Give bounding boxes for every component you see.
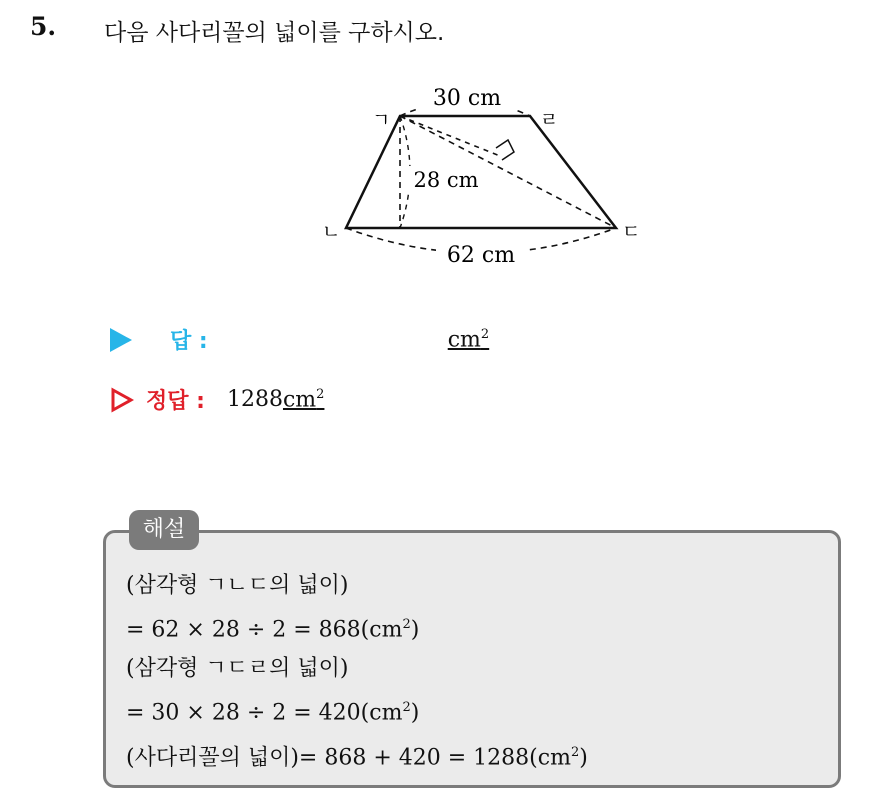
solution-lines [126, 566, 588, 777]
solution-tab: 해설 [129, 510, 199, 550]
correct-marker-icon [110, 387, 134, 413]
solution-line: (삼각형 ㄱㄷㄹ의 넓이) [126, 656, 349, 682]
answer-unit: $cm^2$ [447, 326, 490, 353]
bottom-length-label: 62 cm [446, 243, 516, 268]
correct-answer-unit: $cm^2$ [282, 386, 325, 413]
vertex-label-b: ㄴ [322, 221, 341, 243]
question-text: 다음 사다리꼴의 넓이를 구하시오. [104, 20, 445, 46]
answer-marker-icon [110, 328, 132, 352]
solution-line: (삼각형 ㄱㄴㄷ의 넓이) [126, 573, 349, 598]
solution-line: = $62 \times 28 \div 2 = 868(cm^2)$ [126, 617, 420, 643]
answer-row [110, 324, 489, 355]
trapezoid-figure [300, 72, 660, 272]
height-length-label: 28 cm [413, 168, 479, 192]
question-number: 5. [30, 12, 57, 41]
solution-line: (사다리꼴의 넓이)= $868 + 420 = 1288(cm^2)$ [126, 744, 588, 770]
correct-answer-row [110, 384, 324, 415]
answer-label: 답 : [170, 329, 208, 354]
solution-line: = $30 \times 28 \div 2 = 420(cm^2)$ [126, 700, 420, 726]
vertex-label-a: ㄱ [372, 109, 391, 131]
vertex-label-c: ㄷ [622, 221, 641, 243]
right-angle-mark [496, 140, 514, 160]
correct-answer-value: 1288 [226, 387, 283, 412]
height-to-side-line [400, 116, 500, 156]
correct-answer-label: 정답 : [146, 389, 205, 414]
vertex-label-d: ㄹ [540, 109, 559, 131]
top-length-label: 30 cm [432, 86, 502, 111]
